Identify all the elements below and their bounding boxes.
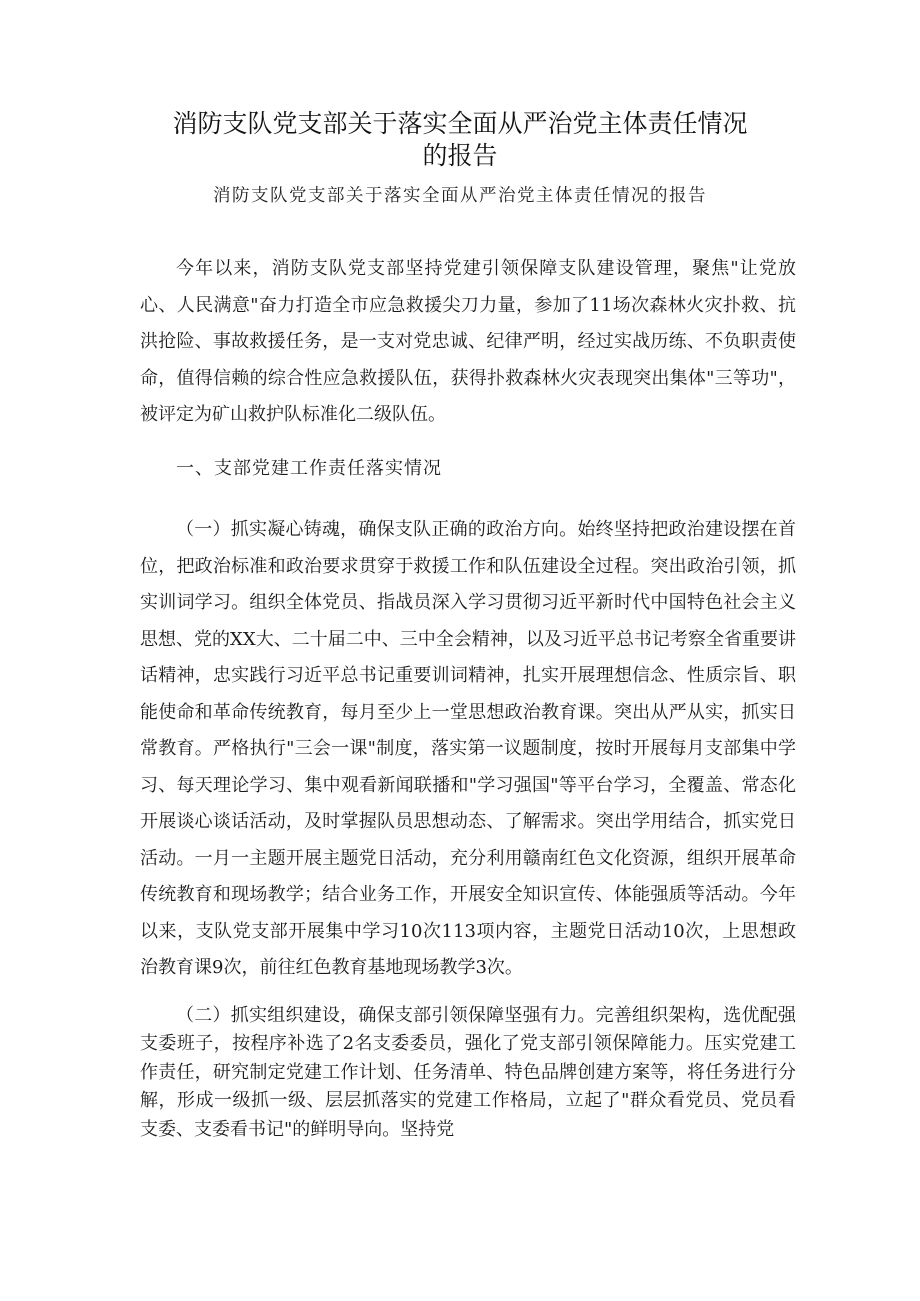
document-subtitle: 消防支队党支部关于落实全面从严治党主体责任情况的报告 (213, 186, 707, 206)
title-line-1: 消防支队党支部关于落实全面从严治党主体责任情况 (172, 109, 748, 138)
document-title (130, 108, 790, 172)
intro-paragraph: 今年以来，消防支队党支部坚持党建引领保障支队建设管理，聚焦"让党放心、人民满意"奋力打造全市应急救援尖刀力量，参加了11场次森林火灾扑救、抗洪抢险、事故救援任务，是一支对党忠诚、纪律严明，经过实战历练、不负职责使命，值得信赖的综合性应急救援队伍，获得扑救森林火灾表现突出集体"三等功"，被评定为矿山救护队标准化二级队伍。 (140, 258, 796, 426)
title-line-2: 的报告 (422, 141, 498, 170)
body-paragraph-1: （一）抓实凝心铸魂，确保支队正确的政治方向。始终坚持把政治建设摆在首位，把政治标准和政治要求贯穿于救援工作和队伍建设全过程。突出政治引领，抓实训词学习。组织全体党员、指战员深入学习贯彻习近平新时代中国特色社会主义思想、党的XX大、二十届二中、三中全会精神，以及习近平总书记考察全省重要讲话精神，忠实践行习近平总书记重要训词精神，扎实开展理想信念、性质宗旨、职能使命和革命传统教育，每月至少上一堂思想政治教育课。突出从严从实，抓实日常教育。严格执行"三会一课"制度，落实第一议题制度，按时开展每月支部集中学习、每天理论学习、集中观看新闻联播和"学习强国"等平台学习，全覆盖、常态化开展谈心谈话活动，及时掌握队员思想动态、了解需求。突出学用结合，抓实党日活动。一月一主题开展主题党日活动，充分利用赣南红色文化资源，组织开展革命传统教育和现场教学；结合业务工作，开展安全知识宣传、体能强质等活动。今年以来，支队党支部开展集中学习10次113项内容，主题党日活动10次，上思想政治教育课9次，前往红色教育基地现场教学3次。 (140, 519, 796, 978)
body-paragraph-2: （二）抓实组织建设，确保支部引领保障坚强有力。完善组织架构，选优配强支委班子，按程序补选了2名支委委员，强化了党支部引领保障能力。压实党建工作责任，研究制定党建工作计划、任务清单、特色品牌创建方案等，将任务进行分解，形成一级抓一级、层层抓落实的党建工作格局，立起了"群众看党员、党员看支委、支委看书记"的鲜明导向。坚持党 (140, 1005, 796, 1140)
section-heading: 一、支部党建工作责任落实情况 (176, 458, 442, 479)
